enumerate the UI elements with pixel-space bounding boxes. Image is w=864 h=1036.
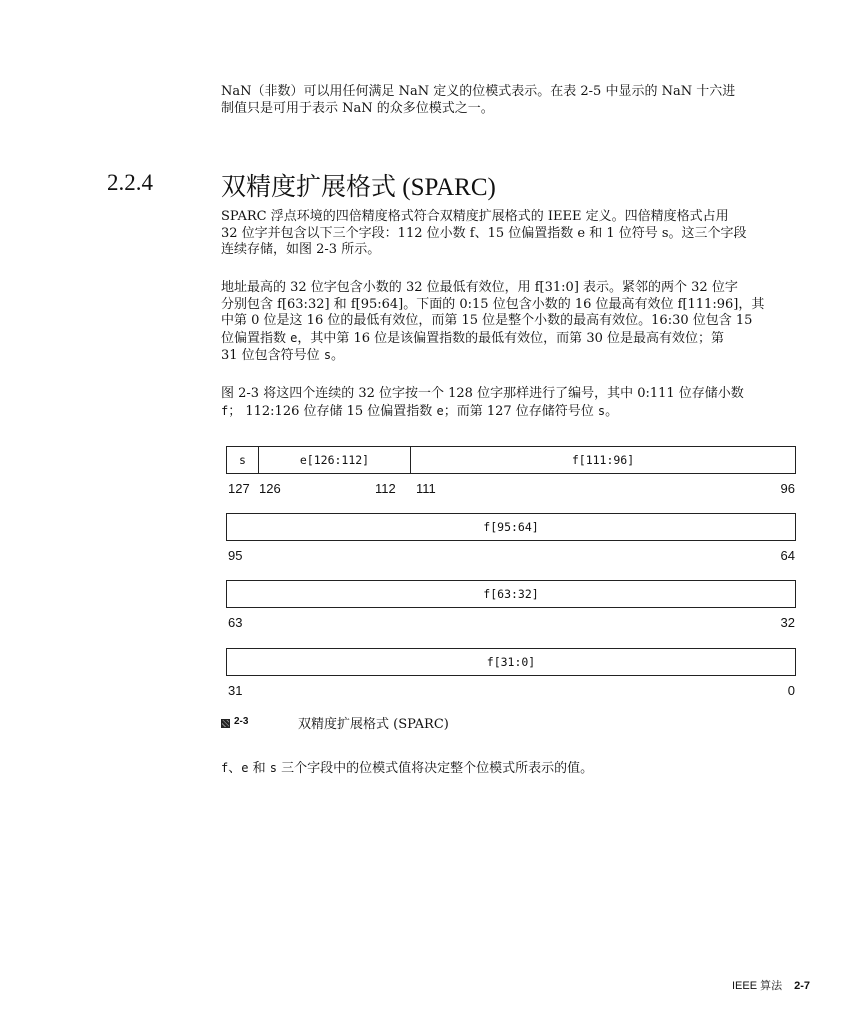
text-run: 、: [228, 761, 242, 776]
code-f: f: [221, 761, 229, 775]
bit-row-3: [226, 580, 796, 608]
code-s: s: [597, 403, 606, 418]
fraction-field: f[31:0]: [486, 655, 536, 669]
paragraph-1: [221, 209, 811, 259]
bit-label: 96: [780, 481, 795, 496]
text-run: ； 112:126 位存储 15 位偏置指数: [228, 403, 437, 419]
text-run: 。: [331, 348, 345, 363]
code-e: e: [290, 330, 298, 345]
sign-field: s: [227, 447, 259, 473]
figure-icon: [221, 719, 230, 728]
figure-number: 2-3: [234, 716, 249, 727]
paragraph-line: 地址最高的 32 位字包含小数的 32 位最低有效位，用 f[31:0] 表示。紧邻的两个 32 位字: [221, 280, 738, 295]
bit-label: 127: [228, 481, 250, 496]
code-f: f: [221, 403, 229, 418]
text-run: ，其中第 16 位是该偏置指数的最低有效位，而第 30 位是最高有效位；第: [297, 330, 724, 346]
code-s: s: [269, 761, 277, 775]
text-run: 位偏置指数: [221, 330, 291, 346]
bit-label: 64: [780, 548, 795, 563]
paragraph-line: [221, 347, 811, 365]
bit-row-4: [226, 648, 796, 676]
fraction-field: f[95:64]: [483, 520, 539, 534]
bit-label: 63: [228, 615, 243, 630]
bit-label: 0: [787, 683, 795, 698]
section-number: 2.2.4: [107, 170, 153, 195]
paragraph-line: 32 位字并包含以下三个字段：112 位小数 f、15 位偏置指数 e 和 1 位符号 s。这三个字段: [221, 225, 747, 241]
closing-paragraph: [221, 760, 811, 778]
exponent-field: e[126:112]: [259, 447, 411, 473]
bit-label: 95: [228, 548, 243, 563]
paragraph-line: 中第 0 位是这 16 位的最低有效位，而第 15 位是整个小数的最高有效位。16:30 位包含 15: [221, 313, 753, 328]
page-footer: [732, 977, 810, 993]
code-e: e: [241, 761, 249, 775]
bit-label: 31: [228, 683, 243, 698]
bit-row-2: [226, 513, 796, 541]
intro-line: 制值只是可用于表示 NaN 的众多位模式之一。: [221, 100, 494, 116]
footer-title: IEEE 算法: [731, 980, 783, 992]
text-run: 和: [248, 761, 270, 776]
bit-label: 112: [375, 481, 396, 496]
paragraph-line: 连续存储，如图 2-3 所示。: [221, 242, 381, 257]
paragraph-line: [221, 403, 811, 421]
intro-paragraph: [221, 84, 811, 117]
fraction-field: f[63:32]: [483, 587, 539, 601]
bit-label: 126: [259, 481, 281, 496]
intro-line: NaN（非数）可以用任何满足 NaN 定义的位模式表示。在表 2-5 中显示的 NaN 十六进: [221, 84, 736, 99]
page-number: 2-7: [794, 980, 810, 992]
text-run: 。: [605, 403, 619, 419]
section-title: 双精度扩展格式 (SPARC): [221, 174, 496, 201]
bit-label: 111: [416, 481, 436, 496]
code-s: s: [323, 348, 332, 362]
paragraph-line: 分别包含 f[63:32] 和 f[95:64]。下面的 0:15 位包含小数的 16 位最高有效位 f[111:96]，其: [221, 296, 765, 312]
paragraph-3: [221, 386, 811, 420]
paragraph-line: [221, 330, 811, 348]
paragraph-2: [221, 280, 811, 365]
text-run: ；而第 127 位存储符号位: [443, 403, 598, 419]
code-e: e: [436, 403, 444, 418]
fraction-field: f[111:96]: [571, 453, 635, 467]
figure-title: 双精度扩展格式 (SPARC): [298, 717, 449, 732]
bit-row-1: [226, 446, 796, 474]
paragraph-line: SPARC 浮点环境的四倍精度格式符合双精度扩展格式的 IEEE 定义。四倍精度格式占用: [221, 209, 729, 224]
text-run: 三个字段中的位模式值将决定整个位模式所表示的值。: [276, 761, 594, 776]
text-run: 31 位包含符号位: [221, 348, 324, 363]
bit-label: 32: [780, 615, 795, 630]
paragraph-line: 图 2-3 将这四个连续的 32 位字按一个 128 位字那样进行了编号，其中 0:111 位存储小数: [221, 386, 744, 401]
